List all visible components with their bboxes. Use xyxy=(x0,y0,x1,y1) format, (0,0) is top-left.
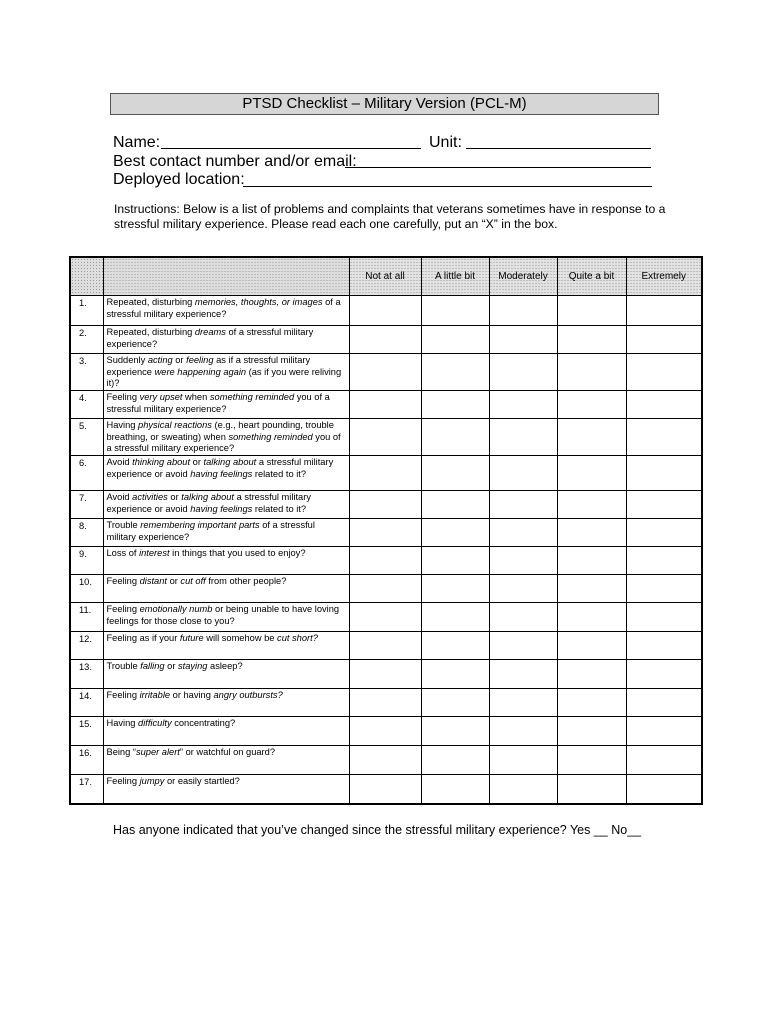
item-number: 11. xyxy=(70,603,103,632)
rating-box[interactable] xyxy=(489,547,557,575)
unit-label: Unit: xyxy=(429,134,462,151)
rating-box[interactable] xyxy=(349,775,421,804)
item-text: Being “super alert” or watchful on guard? xyxy=(103,746,349,775)
rating-box[interactable] xyxy=(489,603,557,632)
rating-box[interactable] xyxy=(626,603,702,632)
checklist-table xyxy=(69,256,703,805)
rating-box[interactable] xyxy=(557,326,626,354)
item-text: Having difficulty concentrating? xyxy=(103,717,349,746)
rating-box[interactable] xyxy=(349,717,421,746)
rating-box[interactable] xyxy=(489,354,557,391)
changed-question: Has anyone indicated that you’ve changed since the stressful military experience? Yes __ No__ xyxy=(113,823,642,837)
rating-box[interactable] xyxy=(349,547,421,575)
item-text: Feeling distant or cut off from other people? xyxy=(103,575,349,603)
table-row xyxy=(70,354,702,391)
rating-box[interactable] xyxy=(421,746,489,775)
rating-box[interactable] xyxy=(349,660,421,689)
form-title: PTSD Checklist – Military Version (PCL-M) xyxy=(110,93,659,115)
table-header-row xyxy=(70,257,702,296)
item-text: Feeling irritable or having angry outbursts? xyxy=(103,689,349,717)
rating-box[interactable] xyxy=(421,354,489,391)
rating-box[interactable] xyxy=(626,326,702,354)
item-header xyxy=(103,257,349,296)
item-text: Feeling as if your future will somehow be cut short? xyxy=(103,632,349,660)
item-number: 3. xyxy=(70,354,103,391)
rating-box[interactable] xyxy=(489,519,557,547)
item-text: Trouble remembering important parts of a stressful military experience? xyxy=(103,519,349,547)
rating-box[interactable] xyxy=(626,717,702,746)
rating-box[interactable] xyxy=(349,491,421,519)
rating-box[interactable] xyxy=(557,575,626,603)
item-number: 4. xyxy=(70,391,103,419)
table-row xyxy=(70,519,702,547)
rating-box[interactable] xyxy=(421,575,489,603)
rating-box[interactable] xyxy=(349,456,421,491)
rating-box[interactable] xyxy=(489,419,557,456)
rating-box[interactable] xyxy=(557,603,626,632)
item-number: 6. xyxy=(70,456,103,491)
rating-box[interactable] xyxy=(626,746,702,775)
unit-field[interactable] xyxy=(466,148,651,149)
item-number: 10. xyxy=(70,575,103,603)
item-number: 1. xyxy=(70,296,103,326)
item-text: Repeated, disturbing dreams of a stressful military experience? xyxy=(103,326,349,354)
rating-box[interactable] xyxy=(557,296,626,326)
deployed-field[interactable] xyxy=(243,186,652,187)
rating-box[interactable] xyxy=(626,491,702,519)
rating-box[interactable] xyxy=(489,746,557,775)
rating-box[interactable] xyxy=(489,491,557,519)
item-number: 9. xyxy=(70,547,103,575)
table-row xyxy=(70,391,702,419)
item-text: Trouble falling or staying asleep? xyxy=(103,660,349,689)
column-header: Extremely xyxy=(626,257,702,296)
name-label: Name: xyxy=(113,134,161,151)
rating-box[interactable] xyxy=(421,519,489,547)
rating-box[interactable] xyxy=(421,419,489,456)
rating-box[interactable] xyxy=(349,419,421,456)
rating-box[interactable] xyxy=(557,746,626,775)
name-field[interactable] xyxy=(161,148,421,149)
rating-box[interactable] xyxy=(349,354,421,391)
rating-box[interactable] xyxy=(626,547,702,575)
item-number: 7. xyxy=(70,491,103,519)
table-row xyxy=(70,717,702,746)
rating-box[interactable] xyxy=(421,391,489,419)
item-text: Feeling emotionally numb or being unable to have loving feelings for those close to you? xyxy=(103,603,349,632)
rating-box[interactable] xyxy=(489,391,557,419)
item-text: Feeling very upset when something reminded you of a stressful military experience? xyxy=(103,391,349,419)
rating-box[interactable] xyxy=(626,391,702,419)
item-number: 15. xyxy=(70,717,103,746)
rating-box[interactable] xyxy=(557,354,626,391)
rating-box[interactable] xyxy=(349,746,421,775)
rating-box[interactable] xyxy=(421,326,489,354)
rating-box[interactable] xyxy=(349,296,421,326)
contact-label: Best contact number and/or email: xyxy=(113,153,357,170)
rating-box[interactable] xyxy=(349,689,421,717)
table-row xyxy=(70,326,702,354)
item-text: Suddenly acting or feeling as if a stressful military experience were happening again (as if you were reliving it)? xyxy=(103,354,349,391)
rating-box[interactable] xyxy=(557,547,626,575)
rating-box[interactable] xyxy=(349,326,421,354)
rating-box[interactable] xyxy=(489,296,557,326)
rating-box[interactable] xyxy=(421,689,489,717)
rating-box[interactable] xyxy=(626,296,702,326)
item-number: 14. xyxy=(70,689,103,717)
item-number: 13. xyxy=(70,660,103,689)
rating-box[interactable] xyxy=(557,419,626,456)
number-header xyxy=(70,257,103,296)
rating-box[interactable] xyxy=(489,660,557,689)
table-row xyxy=(70,547,702,575)
table-row xyxy=(70,603,702,632)
rating-box[interactable] xyxy=(626,660,702,689)
rating-box[interactable] xyxy=(421,660,489,689)
table-row xyxy=(70,456,702,491)
rating-box[interactable] xyxy=(626,456,702,491)
item-number: 17. xyxy=(70,775,103,804)
item-number: 5. xyxy=(70,419,103,456)
rating-box[interactable] xyxy=(557,519,626,547)
rating-box[interactable] xyxy=(421,603,489,632)
table-row xyxy=(70,660,702,689)
column-header: Moderately xyxy=(489,257,557,296)
rating-box[interactable] xyxy=(489,632,557,660)
rating-box[interactable] xyxy=(349,519,421,547)
item-text: Having physical reactions (e.g., heart pounding, trouble breathing, or sweating) when something reminded you of a stressful military experience? xyxy=(103,419,349,456)
rating-box[interactable] xyxy=(349,575,421,603)
item-number: 12. xyxy=(70,632,103,660)
table-row xyxy=(70,491,702,519)
item-number: 8. xyxy=(70,519,103,547)
item-text: Feeling jumpy or easily startled? xyxy=(103,775,349,804)
rating-box[interactable] xyxy=(421,456,489,491)
column-header: Not at all xyxy=(349,257,421,296)
rating-box[interactable] xyxy=(349,391,421,419)
rating-box[interactable] xyxy=(557,660,626,689)
rating-box[interactable] xyxy=(626,354,702,391)
table-row xyxy=(70,419,702,456)
rating-box[interactable] xyxy=(489,575,557,603)
deployed-label: Deployed location: xyxy=(113,171,245,188)
rating-box[interactable] xyxy=(421,547,489,575)
rating-box[interactable] xyxy=(489,326,557,354)
column-header: A little bit xyxy=(421,257,489,296)
table-row xyxy=(70,689,702,717)
rating-box[interactable] xyxy=(557,491,626,519)
rating-box[interactable] xyxy=(421,632,489,660)
rating-box[interactable] xyxy=(557,689,626,717)
rating-box[interactable] xyxy=(421,717,489,746)
rating-box[interactable] xyxy=(489,456,557,491)
rating-box[interactable] xyxy=(557,456,626,491)
item-text: Avoid activities or talking about a stressful military experience or avoid having feelings related to it? xyxy=(103,491,349,519)
item-number: 16. xyxy=(70,746,103,775)
item-text: Loss of interest in things that you used to enjoy? xyxy=(103,547,349,575)
rating-box[interactable] xyxy=(349,603,421,632)
rating-box[interactable] xyxy=(349,632,421,660)
column-header: Quite a bit xyxy=(557,257,626,296)
rating-box[interactable] xyxy=(489,689,557,717)
rating-box[interactable] xyxy=(421,775,489,804)
table-row xyxy=(70,296,702,326)
rating-box[interactable] xyxy=(626,632,702,660)
table-row xyxy=(70,632,702,660)
rating-box[interactable] xyxy=(626,575,702,603)
rating-box[interactable] xyxy=(557,775,626,804)
table-row xyxy=(70,746,702,775)
rating-box[interactable] xyxy=(557,632,626,660)
item-text: Repeated, disturbing memories, thoughts, or images of a stressful military experience? xyxy=(103,296,349,326)
rating-box[interactable] xyxy=(626,689,702,717)
rating-box[interactable] xyxy=(421,491,489,519)
rating-box[interactable] xyxy=(489,775,557,804)
rating-box[interactable] xyxy=(626,775,702,804)
rating-box[interactable] xyxy=(421,296,489,326)
rating-box[interactable] xyxy=(626,419,702,456)
table-row xyxy=(70,575,702,603)
item-number: 2. xyxy=(70,326,103,354)
rating-box[interactable] xyxy=(489,717,557,746)
rating-box[interactable] xyxy=(626,519,702,547)
rating-box[interactable] xyxy=(557,717,626,746)
item-text: Avoid thinking about or talking about a stressful military experience or avoid having feelings related to it? xyxy=(103,456,349,491)
rating-box[interactable] xyxy=(557,391,626,419)
table-row xyxy=(70,775,702,804)
instructions: Instructions: Below is a list of problems and complaints that veterans sometimes have in response to a stressful military experience. Please read each one carefully, put an “X” in the box. xyxy=(114,202,666,231)
contact-field[interactable] xyxy=(345,167,651,168)
